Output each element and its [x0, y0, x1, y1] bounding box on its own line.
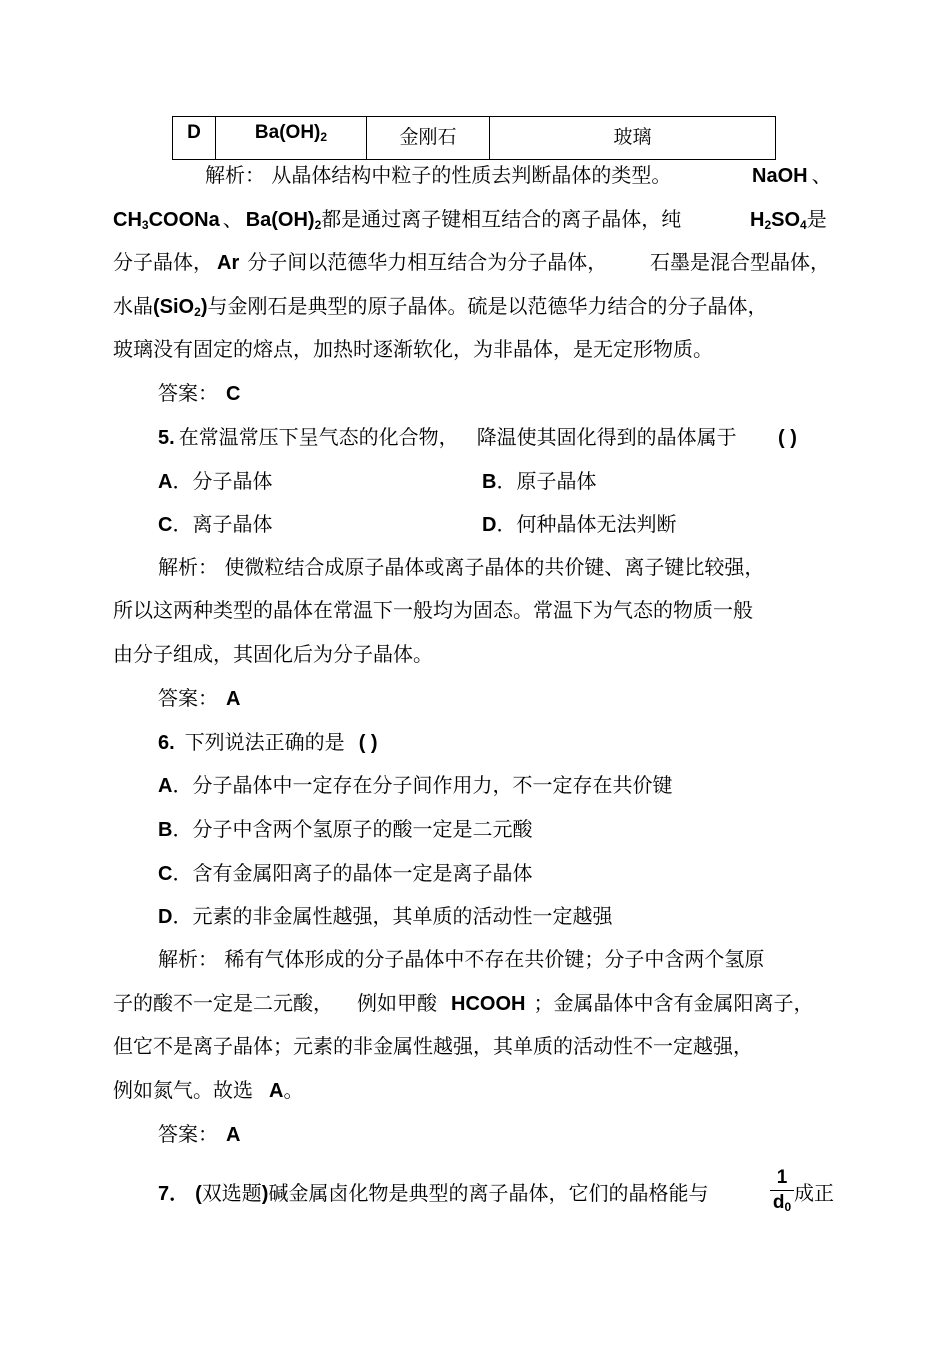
q6-option-b: B．分子中含两个氢原子的酸一定是二元酸	[158, 817, 533, 841]
q5-analysis-line-3: 由分子组成，其固化后为分子晶体。	[113, 642, 433, 666]
crystal-table	[172, 116, 776, 160]
q5-option-a: A．分子晶体	[158, 469, 273, 493]
q4-analysis-line-1-end: NaOH 、	[752, 163, 832, 187]
q6-answer: 答案： A	[158, 1122, 241, 1146]
q6-analysis-line-3: 但它不是离子晶体；元素的非金属性越强，其单质的活动性不一定越强，	[113, 1034, 753, 1058]
q7-stem: 7． (双选题)碱金属卤化物是典型的离子晶体，它们的晶格能与	[158, 1181, 709, 1205]
atomic-cell	[367, 117, 490, 160]
q6-analysis-line-4: 例如氮气。故选 A。	[113, 1078, 304, 1102]
q4-analysis-line-5: 玻璃没有固定的熔点，加热时逐渐软化，为非晶体，是无定形物质。	[113, 337, 713, 361]
q4-analysis-line-2: $CH_3COONa$ 、 $Ba(OH)_2$都是通过离子键相互结合的离子晶体，纯	[113, 207, 682, 232]
q4-analysis-line-2-end: $H_2SO_4$是	[750, 207, 827, 232]
q6-option-c: C．含有金属阳离子的晶体一定是离子晶体	[158, 861, 533, 885]
q6-stem: 6. 下列说法正确的是 ( )	[158, 730, 378, 754]
ionic-cell	[216, 117, 367, 160]
q6-option-d: D．元素的非金属性越强，其单质的活动性一定越强	[158, 904, 613, 928]
q5-stem: 5. 在常温常压下呈气态的化合物， 降温使其固化得到的晶体属于	[158, 425, 737, 449]
q6-analysis-line-2: 子的酸不一定是二元酸， 例如甲酸 HCOOH ；金属晶体中含有金属阳离子，	[113, 991, 814, 1015]
q5-analysis-line-1: 解析： 使微粒结合成原子晶体或离子晶体的共价键、离子键比较强，	[158, 555, 765, 579]
ionic-crystal: $Ba(OH)_2$	[254, 122, 328, 144]
table-row	[173, 117, 776, 160]
amorphous-solid: 玻璃	[613, 126, 652, 148]
q4-analysis-line-4: 水晶(SiO$_2$)与金刚石是典型的原子晶体。硫是以范德华力结合的分子晶体，	[113, 294, 768, 319]
amorphous-cell	[490, 117, 776, 160]
fraction-denominator: $d_0$	[772, 1192, 792, 1214]
row-label-cell	[173, 117, 216, 160]
fraction-numerator: 1	[770, 1166, 794, 1191]
q7-fraction	[770, 1166, 794, 1215]
q6-analysis-line-1: 解析： 稀有气体形成的分子晶体中不存在共价键；分子中含两个氢原	[158, 947, 765, 971]
q5-option-b: B．原子晶体	[482, 469, 597, 493]
q5-analysis-line-2: 所以这两种类型的晶体在常温下一般均为固态。常温下为气态的物质一般	[113, 598, 753, 622]
atomic-crystal: 金刚石	[399, 126, 457, 148]
q4-analysis-line-1: 解析： 从晶体结构中粒子的性质去判断晶体的类型。	[205, 163, 672, 187]
q4-analysis-line-3-end: 石墨是混合型晶体，	[650, 250, 830, 274]
q7-stem-end: 成正	[794, 1181, 834, 1205]
q5-answer: 答案： A	[158, 686, 241, 710]
q5-option-d: D．何种晶体无法判断	[482, 512, 677, 536]
row-label: D	[187, 122, 201, 143]
q4-answer: 答案： C	[158, 381, 241, 405]
q5-answer-blank: ( )	[778, 427, 797, 449]
q4-analysis-line-3: 分子晶体， Ar 分子间以范德华力相互结合为分子晶体，	[113, 250, 608, 274]
q6-option-a: A．分子晶体中一定存在分子间作用力，不一定存在共价键	[158, 773, 673, 797]
q5-option-c: C．离子晶体	[158, 512, 273, 536]
